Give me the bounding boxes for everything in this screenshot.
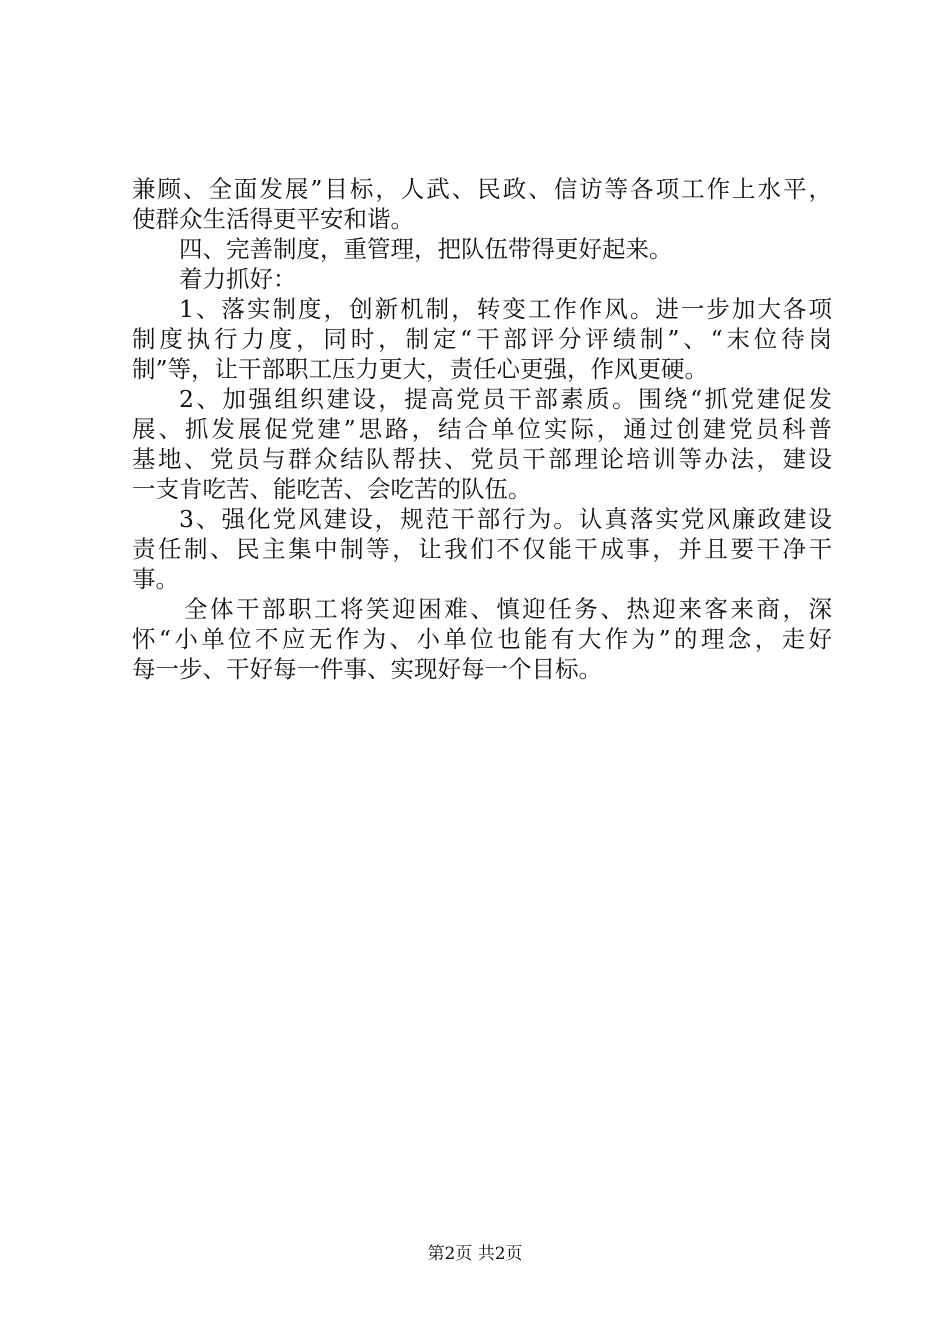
text-line: 2、加强组织建设，提高党员干部素质。围绕“抓党建促发 <box>179 385 832 413</box>
text-line: 3、强化党风建设，规范干部行为。认真落实党风廉政建设 <box>179 505 832 533</box>
text-line: 怀“小单位不应无作为、小单位也能有大作为”的理念，走好 <box>132 625 832 653</box>
text-line: 展、抓发展促党建”思路，结合单位实际，通过创建党员科普 <box>132 415 832 443</box>
text-line: 兼顾、全面发展”目标，人武、民政、信访等各项工作上水平， <box>132 175 832 203</box>
text-line: 责任制、民主集中制等，让我们不仅能干成事，并且要干净干 <box>132 535 832 563</box>
text-line: 每一步、干好每一件事、实现好每一个目标。 <box>132 655 602 683</box>
text-line: 事。 <box>132 565 179 593</box>
page-number-footer: 第2页 共2页 <box>427 1244 523 1264</box>
text-line: 全体干部职工将笑迎困难、慎迎任务、热迎来客来商，深 <box>184 595 832 623</box>
text-line: 着力抓好： <box>179 265 297 293</box>
text-line: 制度执行力度，同时，制定“干部评分评绩制”、“末位待岗 <box>132 325 832 353</box>
text-line: 1、落实制度，创新机制，转变工作作风。进一步加大各项 <box>179 295 832 323</box>
document-body <box>132 174 832 684</box>
text-line: 使群众生活得更平安和谐。 <box>132 205 414 233</box>
text-line: 一支肯吃苦、能吃苦、会吃苦的队伍。 <box>132 475 532 503</box>
text-line: 基地、党员与群众结队帮扶、党员干部理论培训等办法，建设 <box>132 445 832 473</box>
section-heading: 四、完善制度，重管理，把队伍带得更好起来。 <box>179 235 673 263</box>
text-line: 制”等，让干部职工压力更大，责任心更强，作风更硬。 <box>132 355 709 383</box>
